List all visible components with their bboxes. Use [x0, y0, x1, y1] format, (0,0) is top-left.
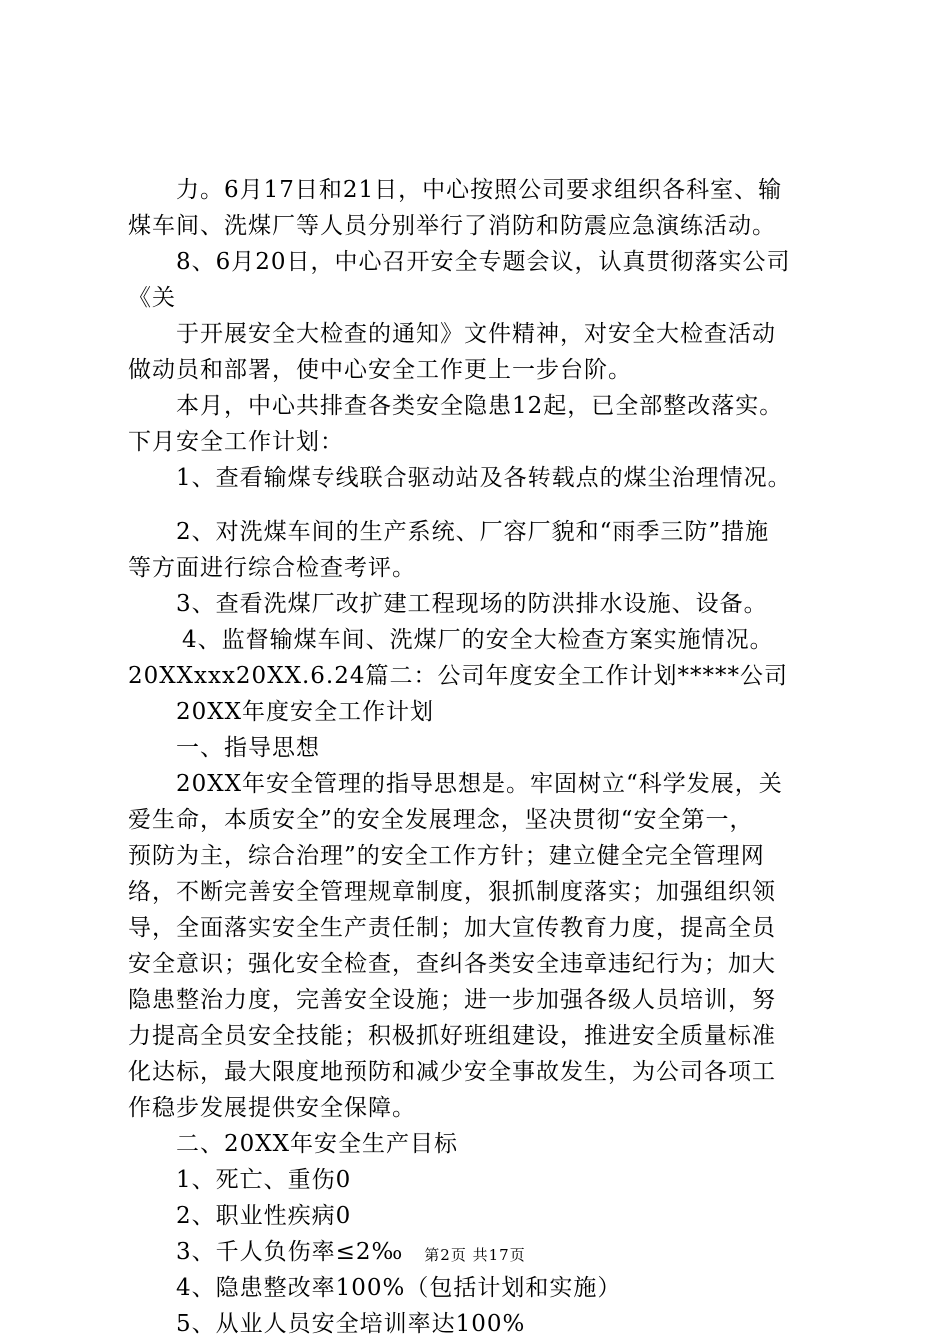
- text-line: 化达标，最大限度地预防和减少安全事故发生，为公司各项工: [128, 1059, 776, 1085]
- list-item: 5、从业人员安全培训率达100%: [176, 1311, 526, 1337]
- text-line: 导，全面落实安全生产责任制；加大宣传教育力度，提高全员: [128, 915, 776, 941]
- text-line: 络，不断完善安全管理规章制度，狠抓制度落实；加强组织领: [128, 879, 776, 905]
- text-line: 煤车间、洗煤厂等人员分别举行了消防和防震应急演练活动。: [128, 213, 776, 239]
- list-item: 1、死亡、重伤0: [176, 1167, 352, 1193]
- text-line: 20XXxxx20XX.6.24篇二：公司年度安全工作计划*****公司: [128, 663, 788, 689]
- text-line: 《关: [128, 285, 176, 311]
- text-line: 2、对洗煤车间的生产系统、厂容厂貌和“雨季三防”措施: [176, 519, 770, 545]
- text-line: 4、监督输煤车间、洗煤厂的安全大检查方案实施情况。: [182, 627, 774, 653]
- text-line: 作稳步发展提供安全保障。: [128, 1095, 416, 1121]
- section-heading: 二、20XX年安全生产目标: [176, 1131, 459, 1157]
- list-item: 2、职业性疾病0: [176, 1203, 352, 1229]
- text-line: 20XX年安全管理的指导思想是。牢固树立“科学发展，关: [176, 771, 783, 797]
- text-line: 等方面进行综合检查考评。: [128, 555, 416, 581]
- text-line: 力提高全员安全技能；积极抓好班组建设，推进安全质量标准: [128, 1023, 776, 1049]
- text-line: 1、查看输煤专线联合驱动站及各转载点的煤尘治理情况。: [176, 465, 792, 491]
- page-footer: 第2页 共17页: [424, 1246, 526, 1264]
- blank-gap: [128, 496, 840, 514]
- text-line: 8、6月20日，中心召开安全专题会议，认真贯彻落实公司: [176, 249, 791, 275]
- text-line: 安全意识；强化安全检查，查纠各类安全违章违纪行为；加大: [128, 951, 776, 977]
- text-line: 于开展安全大检查的通知》文件精神，对安全大检查活动: [176, 321, 776, 347]
- section-heading: 20XX年度安全工作计划: [176, 699, 435, 725]
- text-line: 做动员和部署，使中心安全工作更上一步台阶。: [128, 357, 632, 383]
- section-heading: 一、指导思想: [176, 735, 320, 761]
- text-line: 隐患整治力度，完善安全设施；进一步加强各级人员培训，努: [128, 987, 776, 1013]
- list-item: 3、千人负伤率≤2‰: [176, 1239, 404, 1265]
- text-line: 本月，中心共排查各类安全隐患12起，已全部整改落实。: [176, 393, 784, 419]
- text-line: 3、查看洗煤厂改扩建工程现场的防洪排水设施、设备。: [176, 591, 768, 617]
- text-line: 预防为主，综合治理”的安全工作方针；建立健全完全管理网: [128, 843, 765, 869]
- document-body: [128, 172, 840, 1342]
- text-line: 力。6月17日和21日，中心按照公司要求组织各科室、输: [176, 177, 783, 203]
- text-line: 爱生命，本质安全”的安全发展理念，坚决贯彻“安全第一，: [128, 807, 754, 833]
- text-line: 下月安全工作计划：: [128, 429, 344, 455]
- list-item: 4、隐患整改率100%（包括计划和实施）: [176, 1275, 622, 1301]
